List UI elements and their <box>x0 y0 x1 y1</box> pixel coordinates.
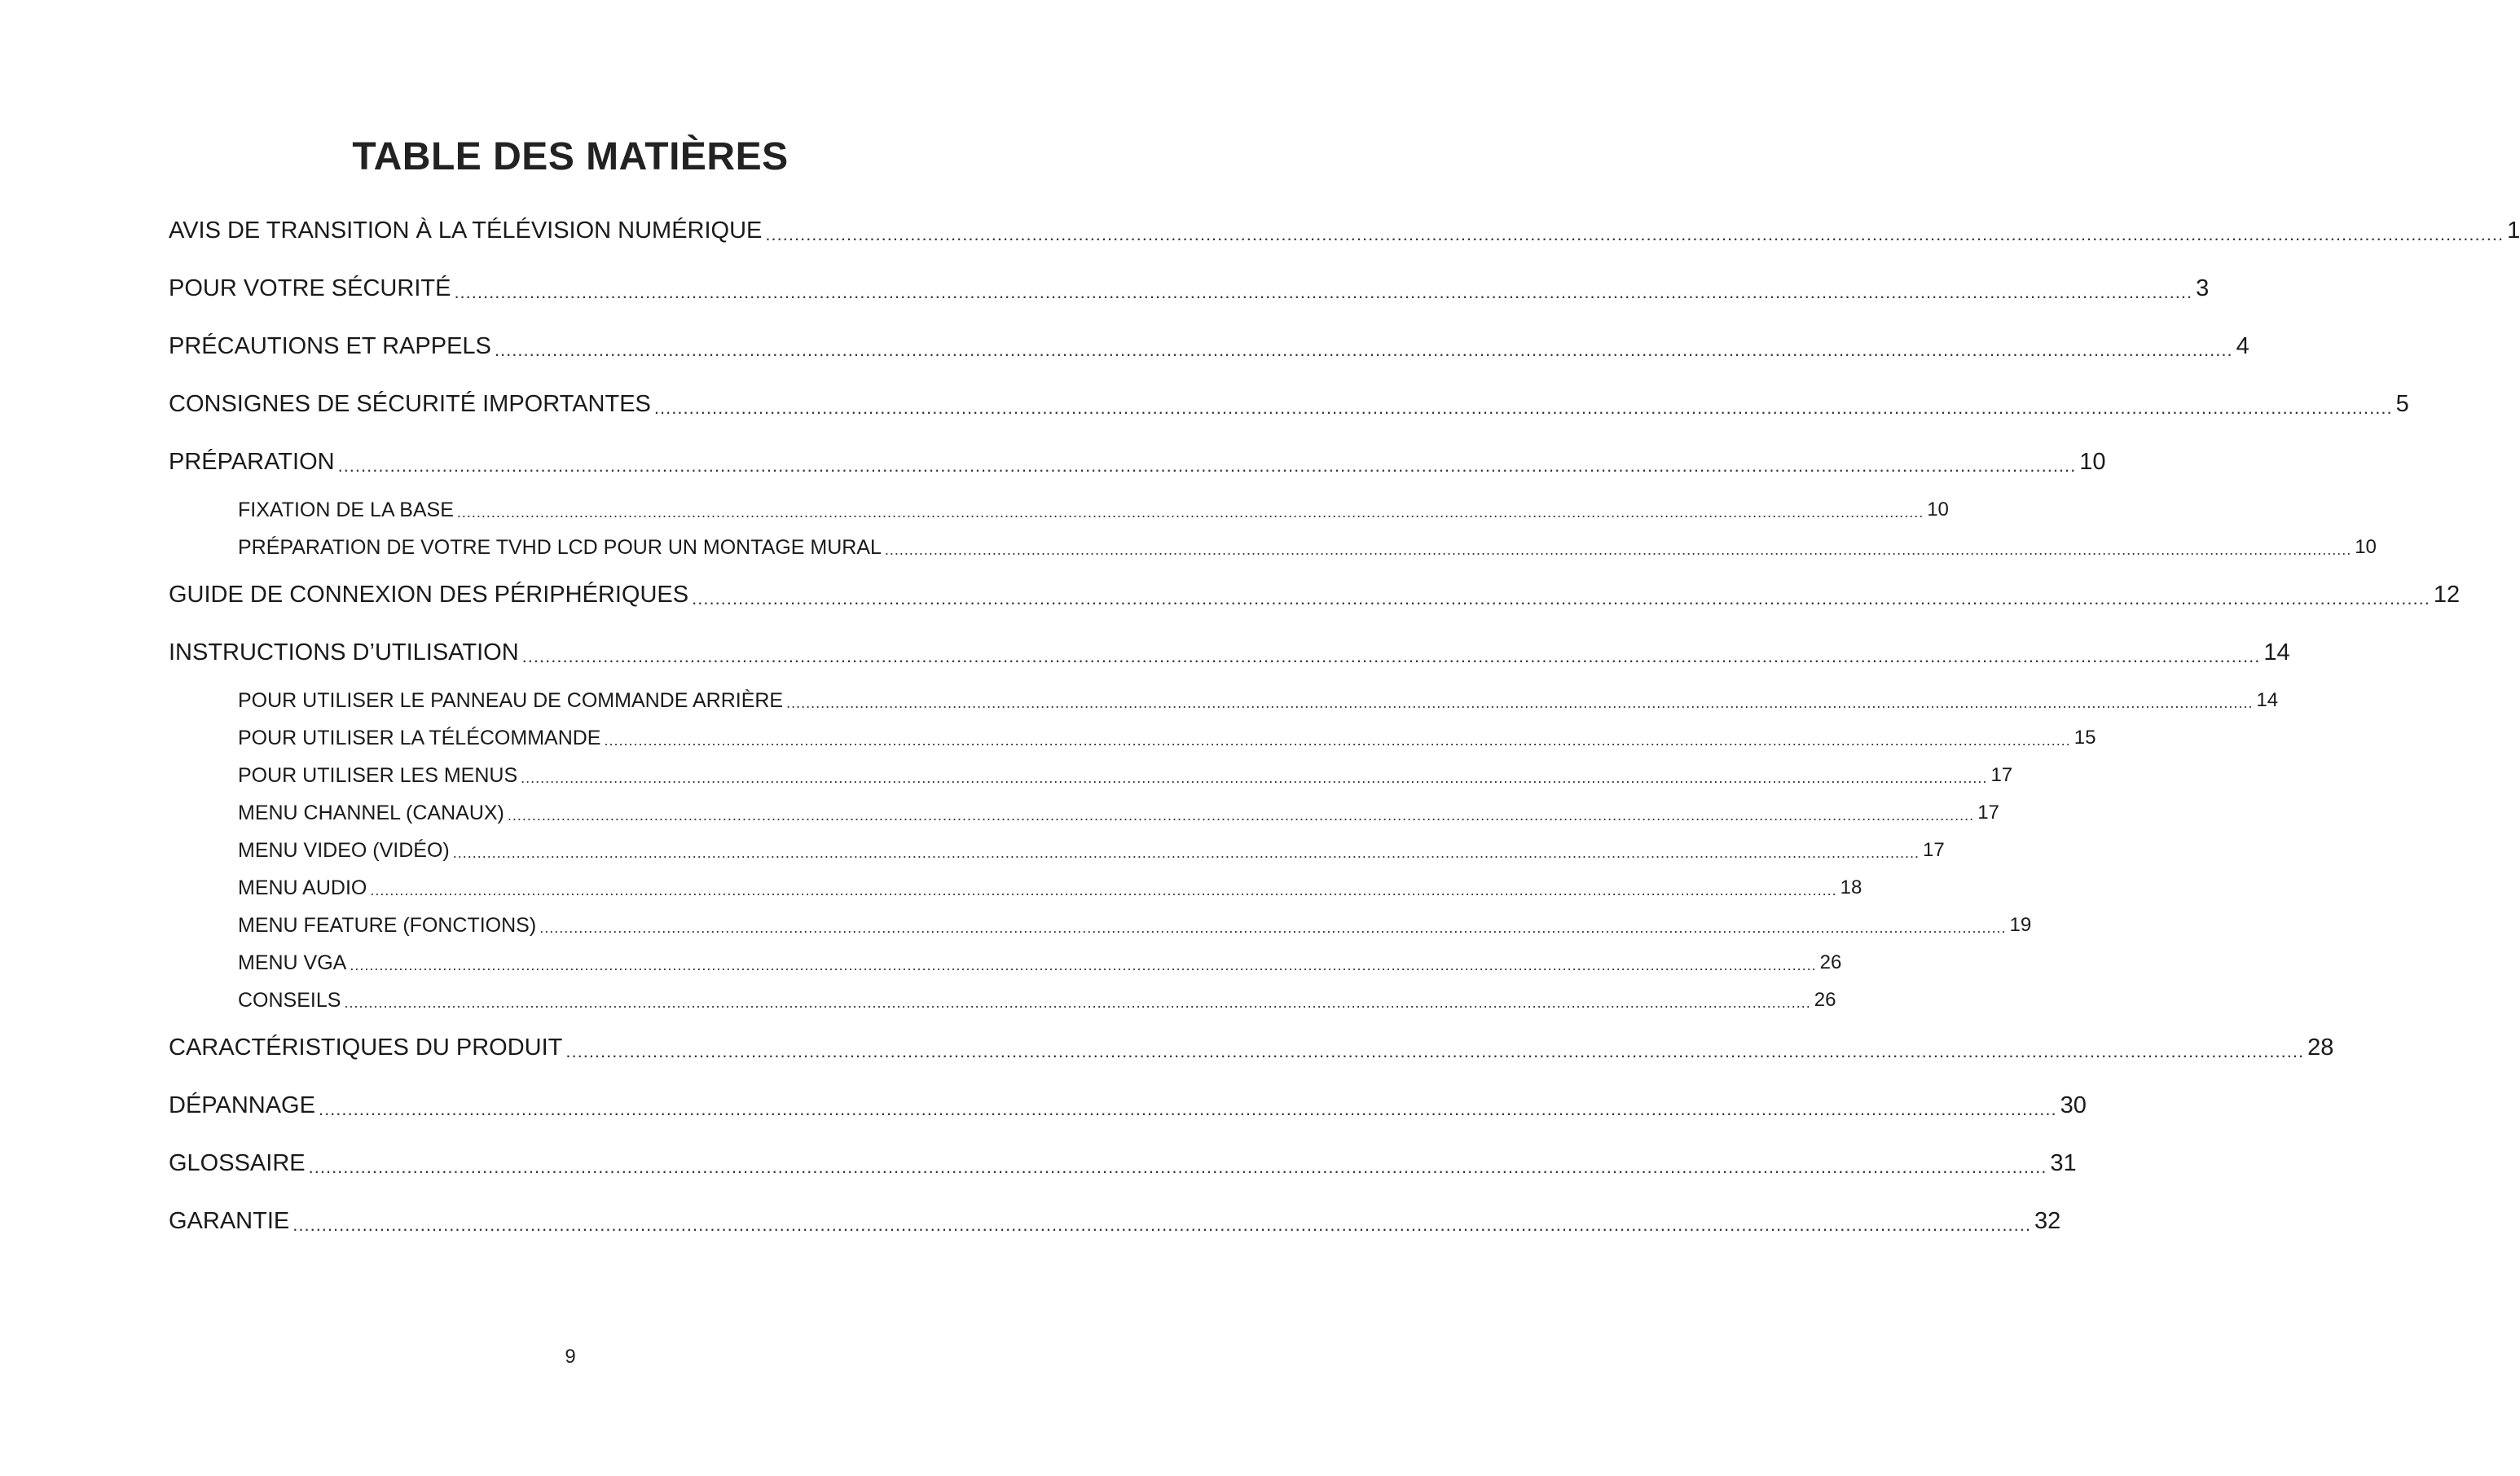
dot-leader: ............................................................................................................................................................................................................................................................................................................ <box>521 645 2261 666</box>
toc-entry-page: 10 <box>2079 449 2106 475</box>
toc-entry-label: CARACTÉRISTIQUES DU PRODUIT <box>169 1035 563 1061</box>
toc-entry[interactable] <box>169 260 2210 318</box>
toc-subentry-label: POUR UTILISER LA TÉLÉCOMMANDE <box>238 726 601 749</box>
toc-subentry-label: CONSEILS <box>238 988 341 1012</box>
toc-entry[interactable] <box>169 202 2520 260</box>
toc-subentry[interactable] <box>169 491 1949 529</box>
dot-leader: ............................................................................................................................................................................................................................................................................................................ <box>456 503 1924 521</box>
dot-leader: ............................................................................................................................................................................................................................................................................................................ <box>653 397 2393 418</box>
toc-subentry-page: 17 <box>1990 764 2013 786</box>
toc-subentry[interactable] <box>169 757 2013 794</box>
dot-leader: ............................................................................................................................................................................................................................................................................................................ <box>337 455 2077 476</box>
toc-subentry-label: MENU VIDEO (VIDÉO) <box>238 838 450 862</box>
toc-subentry-page: 26 <box>1814 989 1836 1011</box>
dot-leader: ............................................................................................................................................................................................................................................................................................................ <box>884 541 2352 558</box>
toc-entry[interactable] <box>169 433 2106 491</box>
toc-entry-label: DÉPANNAGE <box>169 1092 315 1118</box>
toc-subentry-label: POUR UTILISER LES MENUS <box>238 763 518 787</box>
toc-subentry-page: 10 <box>2355 536 2377 558</box>
dot-leader: ............................................................................................................................................................................................................................................................................................................ <box>370 881 1837 898</box>
toc-subentry-label: MENU VGA <box>238 951 347 974</box>
toc-entry-page: 12 <box>2433 582 2461 608</box>
dot-leader: ............................................................................................................................................................................................................................................................................................................ <box>318 1098 2057 1119</box>
toc-subentry-page: 17 <box>1923 839 1945 861</box>
toc-subentry[interactable] <box>169 719 2096 757</box>
toc-subentry-label: POUR UTILISER LE PANNEAU DE COMMANDE ARRIÈRE <box>238 688 784 712</box>
toc-subentry-label: MENU FEATURE (FONCTIONS) <box>238 913 537 937</box>
toc-subentry[interactable] <box>169 869 1863 907</box>
toc-entry-label: GARANTIE <box>169 1208 290 1234</box>
toc-entry[interactable] <box>169 1135 2077 1193</box>
toc-entry-label: GLOSSAIRE <box>169 1150 306 1176</box>
toc-entry-label: CONSIGNES DE SÉCURITÉ IMPORTANTES <box>169 391 651 417</box>
dot-leader: ............................................................................................................................................................................................................................................................................................................ <box>494 339 2233 360</box>
dot-leader: ............................................................................................................................................................................................................................................................................................................ <box>454 281 2193 302</box>
page-title: TABLE DES MATIÈRES <box>352 135 789 178</box>
dot-leader: ............................................................................................................................................................................................................................................................................................................ <box>344 994 1811 1011</box>
toc-subentry-label: PRÉPARATION DE VOTRE TVHD LCD POUR UN MONTAGE MURAL <box>238 535 882 559</box>
toc-entry-page: 28 <box>2307 1035 2334 1061</box>
toc-subentry-page: 26 <box>1819 951 1842 973</box>
dot-leader: ............................................................................................................................................................................................................................................................................................................ <box>507 806 1975 824</box>
toc-subentry[interactable] <box>169 529 2377 566</box>
toc-subentry-label: MENU AUDIO <box>238 876 367 899</box>
toc-subentry-page: 19 <box>2009 914 2032 936</box>
toc-entry-page: 32 <box>2034 1208 2061 1234</box>
dot-leader: ............................................................................................................................................................................................................................................................................................................ <box>539 919 2007 936</box>
dot-leader: ............................................................................................................................................................................................................................................................................................................ <box>765 223 2505 244</box>
toc-entry[interactable] <box>169 624 2290 682</box>
toc-subentry[interactable] <box>169 907 2032 944</box>
toc-entry-page: 31 <box>2050 1150 2077 1176</box>
toc-entry[interactable] <box>169 318 2250 376</box>
toc-entry-page: 3 <box>2196 275 2210 301</box>
toc-subentry-label: MENU CHANNEL (CANAUX) <box>238 801 504 824</box>
toc-entry-label: POUR VOTRE SÉCURITÉ <box>169 275 451 301</box>
toc-entry-page: 14 <box>2263 639 2290 666</box>
toc-entry-page: 30 <box>2060 1092 2087 1118</box>
toc-subentry[interactable] <box>169 982 1836 1019</box>
toc-subentry-label: FIXATION DE LA BASE <box>238 498 454 521</box>
dot-leader: ............................................................................................................................................................................................................................................................................................................ <box>521 769 1988 786</box>
dot-leader: ............................................................................................................................................................................................................................................................................................................ <box>786 694 2254 711</box>
toc-entry-label: INSTRUCTIONS D’UTILISATION <box>169 639 519 666</box>
dot-leader: ............................................................................................................................................................................................................................................................................................................ <box>692 587 2430 608</box>
toc-entry[interactable] <box>169 1077 2087 1135</box>
toc-entry[interactable] <box>169 566 2461 624</box>
dot-leader: ............................................................................................................................................................................................................................................................................................................ <box>308 1156 2047 1177</box>
toc-subentry-page: 14 <box>2256 689 2279 711</box>
toc-entry-label: AVIS DE TRANSITION À LA TÉLÉVISION NUMÉRIQUE <box>169 217 763 244</box>
toc-entry-page: 1 <box>2507 217 2520 244</box>
toc-entry-page: 5 <box>2395 391 2409 417</box>
toc-subentry-page: 10 <box>1927 499 1949 521</box>
toc-entry[interactable] <box>169 1019 2334 1077</box>
dot-leader: ............................................................................................................................................................................................................................................................................................................ <box>604 731 2071 749</box>
dot-leader: ............................................................................................................................................................................................................................................................................................................ <box>452 844 1920 861</box>
page-number: 9 <box>565 1346 576 1368</box>
table-of-contents <box>169 202 2520 1250</box>
toc-entry-page: 4 <box>2236 333 2250 359</box>
toc-subentry[interactable] <box>169 832 1945 869</box>
toc-entry-label: PRÉPARATION <box>169 449 335 475</box>
toc-subentry-page: 15 <box>2074 727 2096 749</box>
toc-entry-label: PRÉCAUTIONS ET RAPPELS <box>169 333 491 359</box>
dot-leader: ............................................................................................................................................................................................................................................................................................................ <box>565 1040 2305 1061</box>
toc-subentry[interactable] <box>169 944 1842 982</box>
toc-subentry[interactable] <box>169 794 1999 832</box>
toc-entry[interactable] <box>169 1193 2061 1250</box>
toc-entry-label: GUIDE DE CONNEXION DES PÉRIPHÉRIQUES <box>169 582 689 608</box>
toc-subentry[interactable] <box>169 682 2279 719</box>
dot-leader: ............................................................................................................................................................................................................................................................................................................ <box>350 956 1817 973</box>
toc-entry[interactable] <box>169 376 2409 433</box>
toc-subentry-page: 17 <box>1977 802 1999 824</box>
dot-leader: ............................................................................................................................................................................................................................................................................................................ <box>292 1214 2031 1235</box>
toc-subentry-page: 18 <box>1840 876 1863 898</box>
